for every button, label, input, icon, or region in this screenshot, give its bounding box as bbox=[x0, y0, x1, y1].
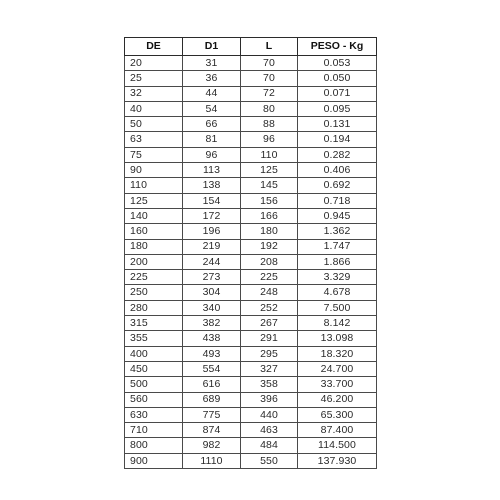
table-row bbox=[125, 392, 377, 407]
table-row bbox=[125, 316, 377, 331]
cell-peso: 1.866 bbox=[298, 254, 377, 269]
table-row bbox=[125, 346, 377, 361]
cell-de: 500 bbox=[125, 377, 183, 392]
cell-l: 252 bbox=[241, 300, 298, 315]
cell-l: 70 bbox=[241, 56, 298, 71]
table-row bbox=[125, 224, 377, 239]
cell-l: 327 bbox=[241, 361, 298, 376]
cell-d1: 196 bbox=[183, 224, 241, 239]
table-row bbox=[125, 438, 377, 453]
cell-peso: 0.053 bbox=[298, 56, 377, 71]
cell-d1: 113 bbox=[183, 163, 241, 178]
cell-de: 90 bbox=[125, 163, 183, 178]
cell-l: 440 bbox=[241, 407, 298, 422]
cell-peso: 46.200 bbox=[298, 392, 377, 407]
table-row bbox=[125, 86, 377, 101]
cell-l: 96 bbox=[241, 132, 298, 147]
cell-peso: 4.678 bbox=[298, 285, 377, 300]
cell-l: 291 bbox=[241, 331, 298, 346]
cell-peso: 18.320 bbox=[298, 346, 377, 361]
cell-peso: 0.718 bbox=[298, 193, 377, 208]
header-de: DE bbox=[125, 38, 183, 56]
cell-l: 295 bbox=[241, 346, 298, 361]
table-row bbox=[125, 300, 377, 315]
cell-l: 70 bbox=[241, 71, 298, 86]
cell-l: 125 bbox=[241, 163, 298, 178]
table-row bbox=[125, 147, 377, 162]
table-row bbox=[125, 453, 377, 468]
cell-d1: 438 bbox=[183, 331, 241, 346]
cell-de: 315 bbox=[125, 316, 183, 331]
header-l: L bbox=[241, 38, 298, 56]
table-row bbox=[125, 377, 377, 392]
cell-de: 800 bbox=[125, 438, 183, 453]
cell-d1: 172 bbox=[183, 208, 241, 223]
table-row bbox=[125, 407, 377, 422]
cell-peso: 3.329 bbox=[298, 270, 377, 285]
cell-de: 630 bbox=[125, 407, 183, 422]
cell-l: 358 bbox=[241, 377, 298, 392]
cell-peso: 137.930 bbox=[298, 453, 377, 468]
cell-de: 400 bbox=[125, 346, 183, 361]
cell-d1: 44 bbox=[183, 86, 241, 101]
cell-de: 450 bbox=[125, 361, 183, 376]
cell-peso: 1.362 bbox=[298, 224, 377, 239]
cell-peso: 65.300 bbox=[298, 407, 377, 422]
cell-d1: 273 bbox=[183, 270, 241, 285]
cell-peso: 0.050 bbox=[298, 71, 377, 86]
cell-d1: 66 bbox=[183, 117, 241, 132]
cell-l: 550 bbox=[241, 453, 298, 468]
cell-de: 40 bbox=[125, 101, 183, 116]
cell-d1: 689 bbox=[183, 392, 241, 407]
cell-de: 225 bbox=[125, 270, 183, 285]
cell-de: 280 bbox=[125, 300, 183, 315]
table-row bbox=[125, 56, 377, 71]
table-row bbox=[125, 193, 377, 208]
cell-de: 560 bbox=[125, 392, 183, 407]
cell-d1: 138 bbox=[183, 178, 241, 193]
cell-de: 710 bbox=[125, 423, 183, 438]
cell-l: 110 bbox=[241, 147, 298, 162]
cell-peso: 0.282 bbox=[298, 147, 377, 162]
cell-de: 20 bbox=[125, 56, 183, 71]
table-row bbox=[125, 132, 377, 147]
dimensions-table bbox=[124, 37, 377, 469]
cell-d1: 493 bbox=[183, 346, 241, 361]
table-row bbox=[125, 71, 377, 86]
cell-peso: 7.500 bbox=[298, 300, 377, 315]
cell-l: 145 bbox=[241, 178, 298, 193]
cell-de: 160 bbox=[125, 224, 183, 239]
cell-d1: 96 bbox=[183, 147, 241, 162]
cell-de: 355 bbox=[125, 331, 183, 346]
cell-peso: 87.400 bbox=[298, 423, 377, 438]
table-row bbox=[125, 239, 377, 254]
cell-d1: 382 bbox=[183, 316, 241, 331]
cell-d1: 219 bbox=[183, 239, 241, 254]
cell-l: 463 bbox=[241, 423, 298, 438]
table-row bbox=[125, 117, 377, 132]
cell-de: 180 bbox=[125, 239, 183, 254]
table-body bbox=[125, 56, 377, 469]
cell-l: 192 bbox=[241, 239, 298, 254]
cell-d1: 554 bbox=[183, 361, 241, 376]
cell-de: 75 bbox=[125, 147, 183, 162]
cell-l: 248 bbox=[241, 285, 298, 300]
cell-de: 140 bbox=[125, 208, 183, 223]
cell-de: 200 bbox=[125, 254, 183, 269]
cell-peso: 1.747 bbox=[298, 239, 377, 254]
cell-de: 250 bbox=[125, 285, 183, 300]
table-row bbox=[125, 361, 377, 376]
cell-de: 32 bbox=[125, 86, 183, 101]
cell-peso: 0.945 bbox=[298, 208, 377, 223]
cell-d1: 36 bbox=[183, 71, 241, 86]
cell-peso: 0.071 bbox=[298, 86, 377, 101]
cell-d1: 154 bbox=[183, 193, 241, 208]
cell-de: 50 bbox=[125, 117, 183, 132]
cell-peso: 8.142 bbox=[298, 316, 377, 331]
header-d1: D1 bbox=[183, 38, 241, 56]
table-row bbox=[125, 101, 377, 116]
cell-d1: 775 bbox=[183, 407, 241, 422]
cell-peso: 0.095 bbox=[298, 101, 377, 116]
header-peso-kg: PESO - Kg bbox=[298, 38, 377, 56]
cell-d1: 1110 bbox=[183, 453, 241, 468]
cell-d1: 340 bbox=[183, 300, 241, 315]
cell-d1: 81 bbox=[183, 132, 241, 147]
cell-peso: 0.692 bbox=[298, 178, 377, 193]
cell-l: 180 bbox=[241, 224, 298, 239]
table-header-row bbox=[125, 38, 377, 56]
cell-l: 166 bbox=[241, 208, 298, 223]
cell-d1: 982 bbox=[183, 438, 241, 453]
table-row bbox=[125, 254, 377, 269]
cell-l: 396 bbox=[241, 392, 298, 407]
table-row bbox=[125, 285, 377, 300]
cell-d1: 244 bbox=[183, 254, 241, 269]
table-row bbox=[125, 163, 377, 178]
cell-de: 63 bbox=[125, 132, 183, 147]
cell-de: 125 bbox=[125, 193, 183, 208]
cell-l: 484 bbox=[241, 438, 298, 453]
cell-de: 25 bbox=[125, 71, 183, 86]
cell-peso: 24.700 bbox=[298, 361, 377, 376]
table-row bbox=[125, 423, 377, 438]
cell-peso: 0.131 bbox=[298, 117, 377, 132]
cell-peso: 114.500 bbox=[298, 438, 377, 453]
cell-l: 72 bbox=[241, 86, 298, 101]
cell-de: 900 bbox=[125, 453, 183, 468]
cell-l: 88 bbox=[241, 117, 298, 132]
table-row bbox=[125, 208, 377, 223]
cell-l: 156 bbox=[241, 193, 298, 208]
cell-d1: 31 bbox=[183, 56, 241, 71]
table-row bbox=[125, 178, 377, 193]
cell-peso: 0.406 bbox=[298, 163, 377, 178]
cell-d1: 54 bbox=[183, 101, 241, 116]
table-row bbox=[125, 270, 377, 285]
cell-d1: 304 bbox=[183, 285, 241, 300]
cell-l: 208 bbox=[241, 254, 298, 269]
cell-l: 225 bbox=[241, 270, 298, 285]
cell-l: 80 bbox=[241, 101, 298, 116]
cell-d1: 616 bbox=[183, 377, 241, 392]
cell-peso: 13.098 bbox=[298, 331, 377, 346]
table-row bbox=[125, 331, 377, 346]
cell-l: 267 bbox=[241, 316, 298, 331]
cell-de: 110 bbox=[125, 178, 183, 193]
cell-peso: 0.194 bbox=[298, 132, 377, 147]
cell-peso: 33.700 bbox=[298, 377, 377, 392]
cell-d1: 874 bbox=[183, 423, 241, 438]
